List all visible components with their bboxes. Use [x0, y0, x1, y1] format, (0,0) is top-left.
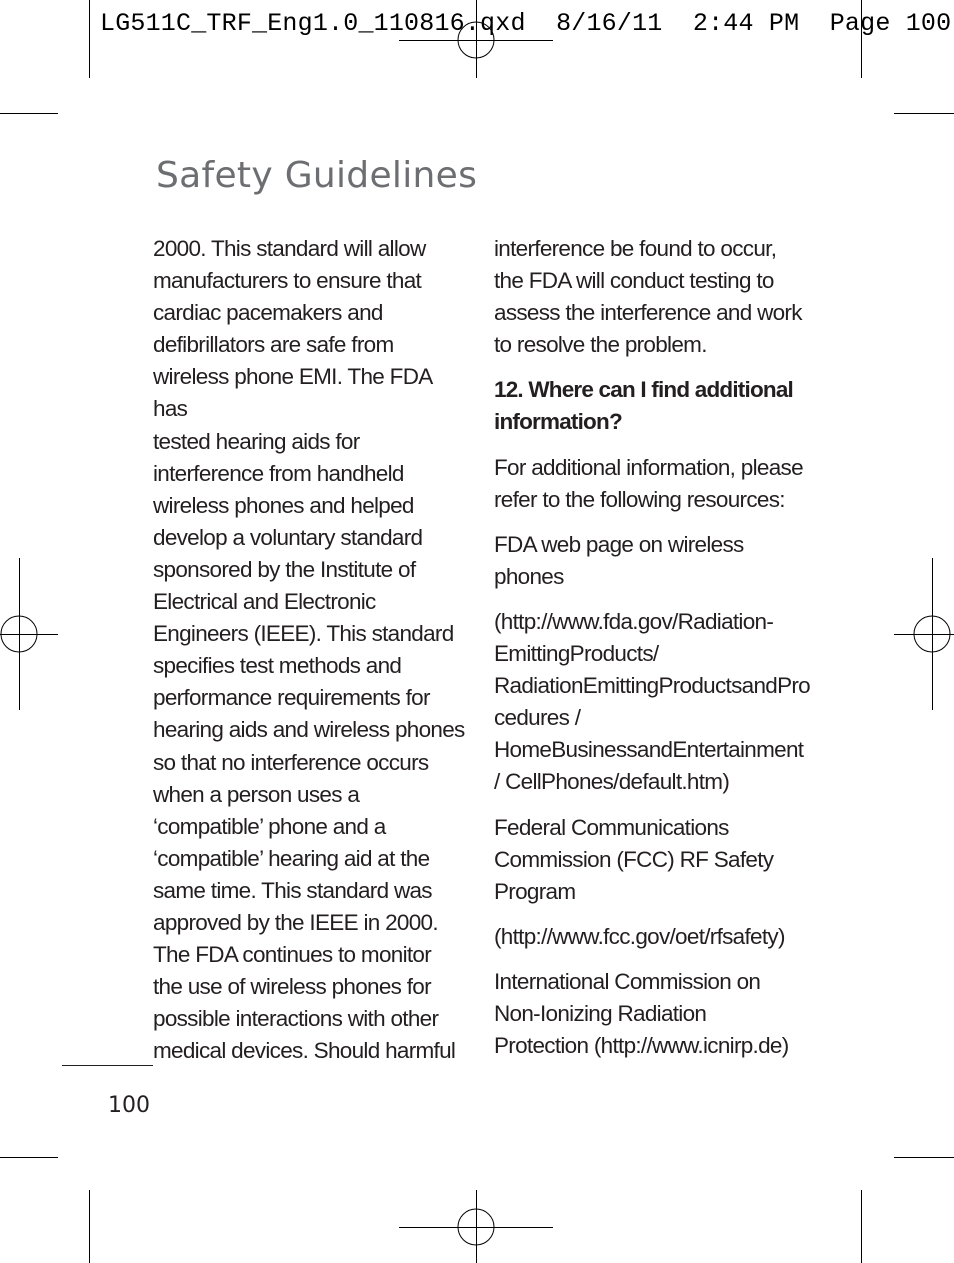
- resources-intro: For additional information, please refer to the following resources:: [494, 454, 803, 512]
- print-slug: LG511C_TRF_Eng1.0_110816.qxd 8/16/11 2:44 PM Page 100: [100, 9, 952, 38]
- registration-mark-bottom: [399, 1190, 553, 1263]
- registration-mark-left: [0, 558, 58, 710]
- continuation-paragraph: interference be found to occur, the FDA will conduct testing to assess the interference and work to resolve the problem.: [494, 236, 802, 358]
- fda-resource-url: (http://www.fda.gov/Radiation- EmittingProducts/ RadiationEmittingProductsandPro cedures / HomeBusinessandEntertainment / CellPhones/default.htm): [494, 608, 810, 795]
- fcc-resource-url: (http://www.fcc.gov/oet/rfsafety): [494, 923, 785, 949]
- fcc-resource-label: Federal Communications Commission (FCC) RF Safety Program: [494, 814, 774, 904]
- footer-rule: [62, 1065, 153, 1066]
- icnirp-resource: International Commission on Non-Ionizing Radiation Protection (http://www.icnirp.de): [494, 968, 789, 1059]
- page-title: Safety Guidelines: [156, 155, 478, 196]
- body-paragraph: 2000. This standard will allow manufacturers to ensure that cardiac pacemakers and defibrillators are safe from wireless phone EMI. The FDA has tested hearing aids for interference from handheld wireless phones and helped develop a voluntary standard sponsored by the Institute of Electrical and Electronic Engineers (IEEE). This standard specifies test methods and performance requirements for hearing aids and wireless phones so that no interference occurs when a person uses a ‘compatible’ phone and a ‘compatible’ hearing aid at the same time. This standard was approved by the IEEE in 2000. The FDA continues to monitor the use of wireless phones for possible interactions with other medical devices. Should harmful: [153, 236, 465, 1064]
- section-heading: 12. Where can I find additional information?: [494, 377, 794, 435]
- right-column: [494, 233, 814, 1062]
- fda-resource-label: FDA web page on wireless phones: [494, 531, 744, 589]
- registration-mark-right: [894, 558, 954, 710]
- page-number: 100: [108, 1093, 150, 1118]
- left-column: [153, 233, 469, 1067]
- registration-mark-top: [399, 0, 553, 78]
